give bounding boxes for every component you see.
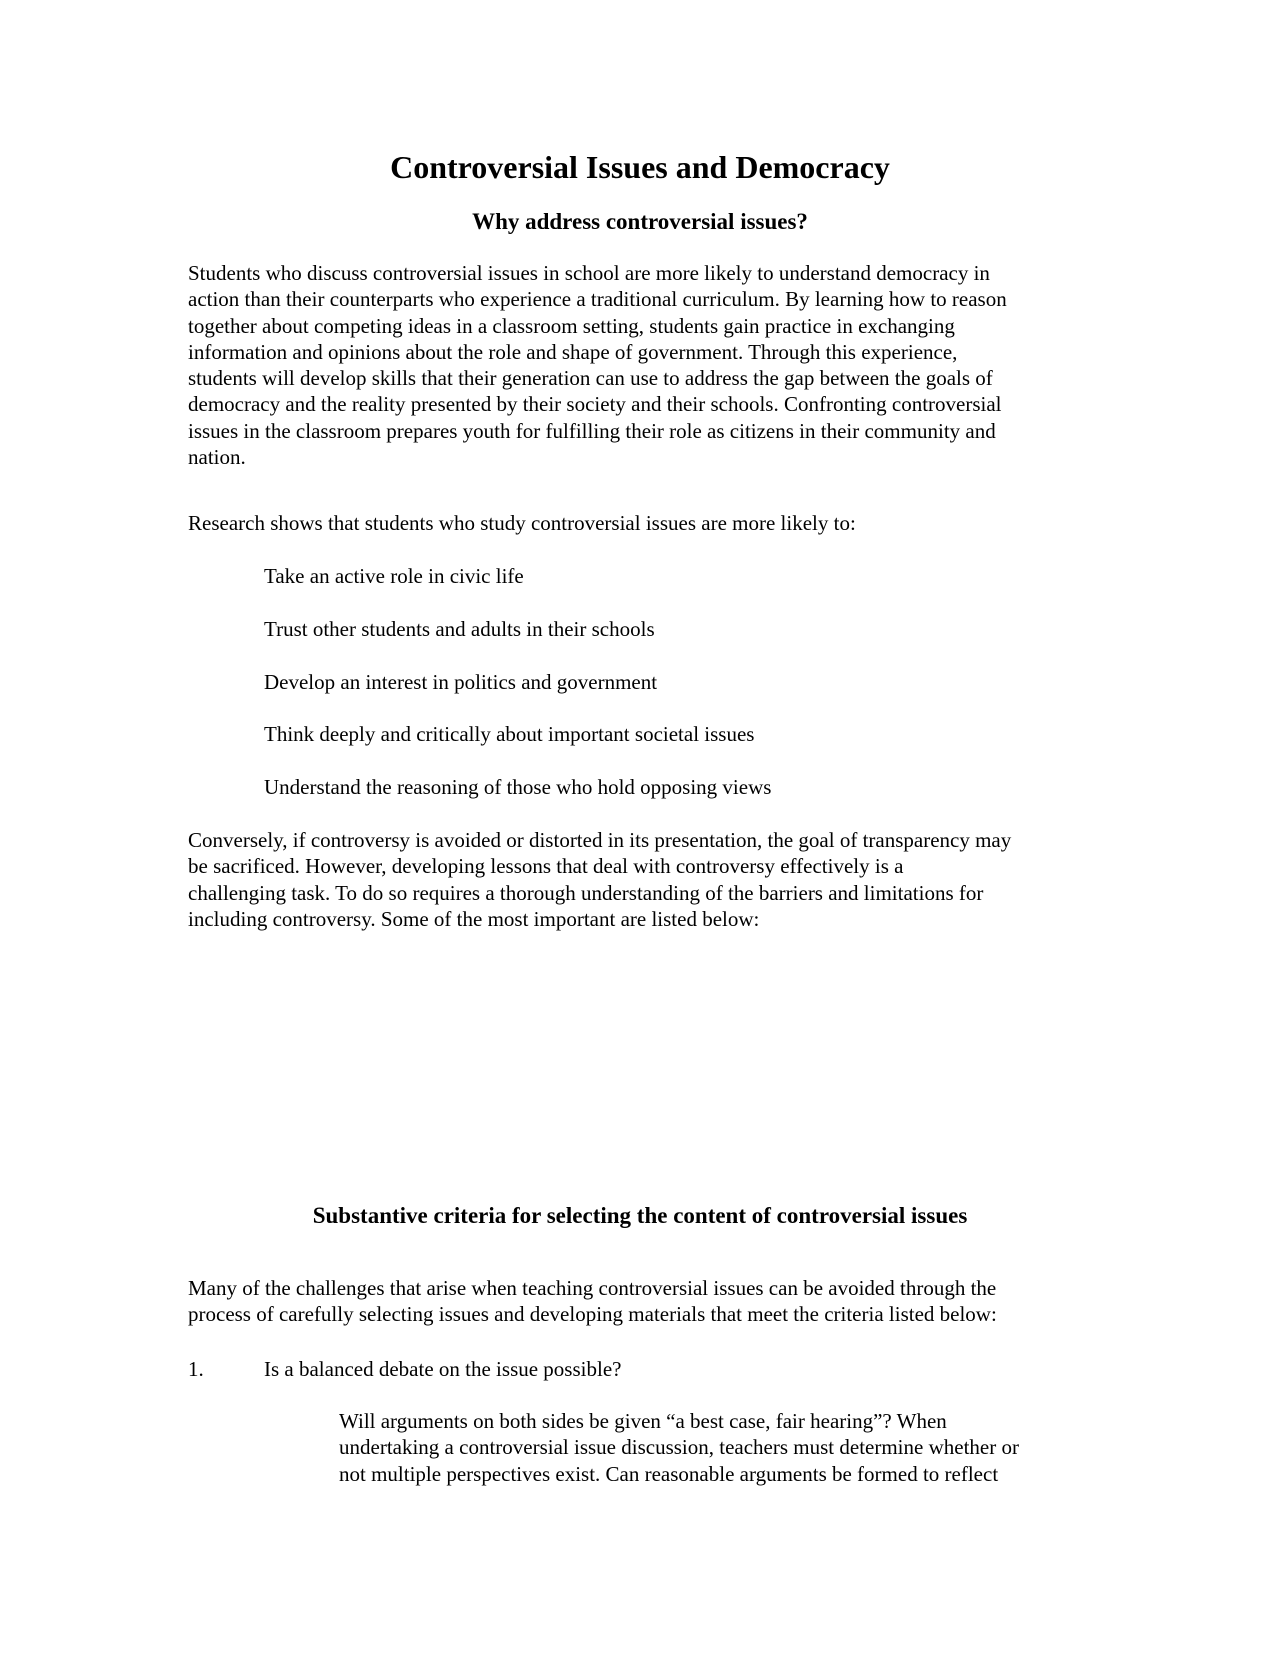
conversely-line: be sacrificed. However, developing lessons that deal with controversy effectively is a — [188, 854, 904, 879]
intro-paragraph — [188, 260, 1108, 470]
section-heading-criteria: Substantive criteria for selecting the content of controversial issues — [312, 1203, 968, 1228]
benefit-item: Take an active role in civic life — [264, 564, 524, 588]
intro-line: together about competing ideas in a classroom setting, students gain practice in exchanging — [188, 313, 955, 338]
criteria-number: 1. — [188, 1357, 204, 1381]
intro-line: nation. — [188, 445, 246, 470]
intro-line: students will develop skills that their generation can use to address the gap between the goals of — [188, 366, 993, 391]
challenges-line: Many of the challenges that arise when teaching controversial issues can be avoided through the — [188, 1276, 997, 1300]
challenges-line: process of carefully selecting issues and developing materials that meet the criteria listed below: — [188, 1302, 997, 1327]
criteria-detail-line: not multiple perspectives exist. Can reasonable arguments be formed to reflect — [339, 1461, 999, 1486]
section-heading-why: Why address controversial issues? — [472, 209, 808, 234]
intro-line: information and opinions about the role and shape of government. Through this experience, — [188, 339, 958, 364]
challenges-paragraph — [188, 1275, 1108, 1328]
benefit-item: Develop an interest in politics and government — [264, 670, 658, 694]
conversely-line: Conversely, if controversy is avoided or distorted in its presentation, the goal of transparency may — [188, 828, 1012, 852]
criteria-question: Is a balanced debate on the issue possible? — [264, 1357, 622, 1381]
benefit-item: Think deeply and critically about important societal issues — [264, 722, 755, 746]
intro-line: Students who discuss controversial issues in school are more likely to understand democracy in — [188, 261, 990, 285]
criteria-detail-line: undertaking a controversial issue discussion, teachers must determine whether or — [339, 1435, 1019, 1460]
document-title: Controversial Issues and Democracy — [390, 149, 890, 185]
criteria-detail — [339, 1408, 1099, 1487]
conversely-line: including controversy. Some of the most important are listed below: — [188, 906, 760, 931]
criteria-detail-line: Will arguments on both sides be given “a best case, fair hearing”? When — [339, 1409, 947, 1433]
intro-line: issues in the classroom prepares youth for fulfilling their role as citizens in their community and — [188, 418, 996, 443]
benefit-item: Understand the reasoning of those who hold opposing views — [264, 775, 772, 799]
intro-line: democracy and the reality presented by their society and their schools. Confronting controversial — [188, 392, 1002, 417]
research-intro: Research shows that students who study controversial issues are more likely to: — [188, 511, 856, 535]
intro-line: action than their counterparts who experience a traditional curriculum. By learning how to reason — [188, 287, 1007, 312]
benefit-item: Trust other students and adults in their schools — [264, 617, 655, 641]
conversely-line: challenging task. To do so requires a thorough understanding of the barriers and limitations for — [188, 880, 984, 905]
conversely-paragraph — [188, 827, 1108, 932]
